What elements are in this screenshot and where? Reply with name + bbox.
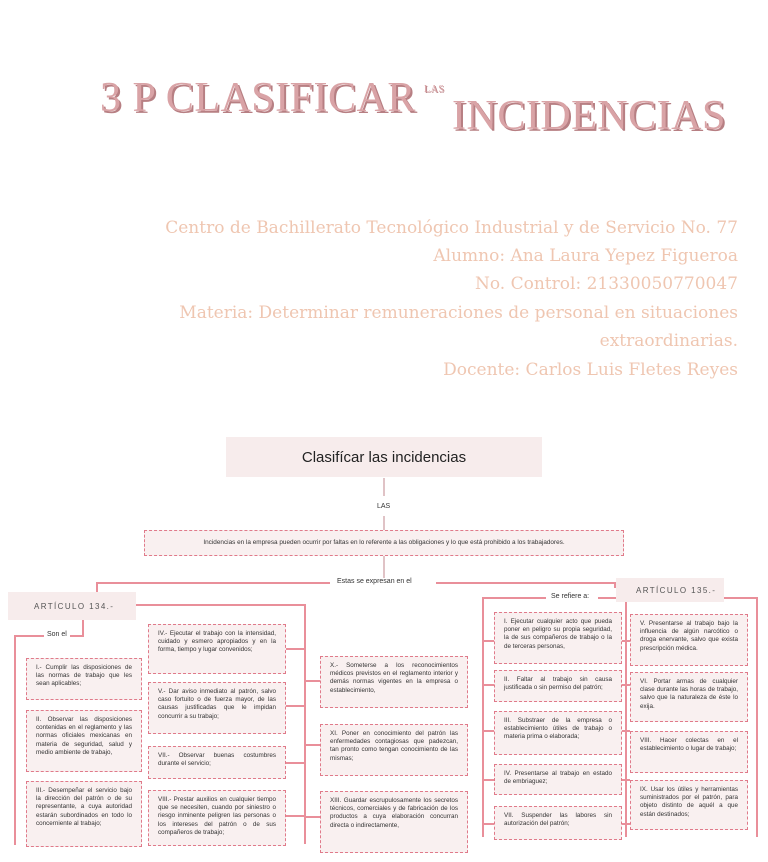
definition-box: Incidencias en la empresa pueden ocurrir por faltas en lo referente a las obligaciones y lo que está prohibido a los trabajadores. bbox=[144, 530, 624, 556]
teacher-name: Docente: Carlos Luis Fletes Reyes bbox=[443, 360, 738, 380]
school-name: Centro de Bachillerato Tecnológico Industrial y de Servicio No. 77 bbox=[165, 218, 738, 238]
label-las: LAS bbox=[374, 503, 393, 510]
art135-item-3: III. Substraer de la empresa o establecimiento útiles de trabajo o materia prima o elaborada; bbox=[494, 711, 622, 755]
art134-item-13: XIII. Guardar escrupulosamente los secretos técnicos, comerciales y de fabricación de los productos a cuya elaboración concurran directa o indirectamente, bbox=[320, 791, 468, 853]
student-name: Alumno: Ana Laura Yepez Figueroa bbox=[433, 246, 738, 266]
label-expresan: Estas se expresan en el bbox=[334, 578, 415, 585]
title-connector: LAS bbox=[424, 84, 445, 95]
article-135-header: ARTÍCULO 135.- bbox=[616, 578, 724, 602]
art135-item-9: IX. Usar los útiles y herramientas suministrados por el patrón, para objeto distinto de aquél a que están destinados; bbox=[630, 780, 748, 830]
label-refiere: Se refiere a: bbox=[548, 593, 592, 600]
art134-item-5: V.- Dar aviso inmediato al patrón, salvo caso fortuito o de fuerza mayor, de las causas justificadas que le impidan concurrir a su trabajo; bbox=[148, 682, 286, 734]
art135-item-8: VIII. Hacer colectas en el establecimiento o lugar de trabajo; bbox=[630, 731, 748, 773]
article-134-header: ARTÍCULO 134.- bbox=[8, 592, 136, 620]
label-son: Son el bbox=[44, 631, 70, 638]
art135-item-7: VII. Suspender las labores sin autorización del patrón; bbox=[494, 806, 622, 840]
art134-item-1: I.- Cumplir las disposiciones de las normas de trabajo que les sean aplicables; bbox=[26, 658, 142, 700]
art134-item-4: IV.- Ejecutar el trabajo con la intensidad, cuidado y esmero apropiados y en la forma, tiempo y lugar convenidos; bbox=[148, 624, 286, 674]
control-number: No. Control: 21330050770047 bbox=[475, 274, 738, 294]
art134-item-2: II. Observar las disposiciones contenidas en el reglamento y las normas oficiales mexicanas en materia de seguridad, salud y medio ambiente de trabajo, bbox=[26, 710, 142, 772]
subject-line-1: Materia: Determinar remuneraciones de personal en situaciones bbox=[179, 303, 738, 323]
art135-item-2: II. Faltar al trabajo sin causa justificada o sin permiso del patrón; bbox=[494, 670, 622, 702]
art135-item-5: V. Presentarse al trabajo bajo la influencia de algún narcótico o droga enervante, salvo que exista prescripción médica. bbox=[630, 614, 748, 666]
art134-item-8: VIII.- Prestar auxilios en cualquier tiempo que se necesiten, cuando por siniestro o riesgo inminente peligren las personas o los intereses del patrón o de sus compañeros de trabajo; bbox=[148, 790, 286, 846]
art134-item-3: III.- Desempeñar el servicio bajo la dirección del patrón o de su representante, a cuya autoridad estarán subordinados en todo lo concerniente al trabajo; bbox=[26, 781, 142, 847]
diagram-title: Clasifícar las incidencias bbox=[226, 437, 542, 477]
art134-item-10: X.- Someterse a los reconocimientos médicos previstos en el reglamento interior y demás normas vigentes en la empresa o establecimiento, bbox=[320, 656, 468, 708]
subject-line-2: extraordinarias. bbox=[599, 331, 738, 351]
art135-item-1: I. Ejecutar cualquier acto que pueda poner en peligro su propia seguridad, la de sus compañeros de trabajo o la de terceras personas, bbox=[494, 612, 622, 664]
title-part-1: 3 P CLASIFICAR bbox=[100, 75, 416, 121]
art134-item-7: VII.- Observar buenas costumbres durante el servicio; bbox=[148, 746, 286, 779]
art135-item-4: IV. Presentarse al trabajo en estado de embriaguez; bbox=[494, 764, 622, 795]
art134-item-11: XI. Poner en conocimiento del patrón las enfermedades contagiosas que padezcan, tan pronto como tengan conocimiento de las mismas; bbox=[320, 724, 468, 776]
art135-item-6: VI. Portar armas de cualquier clase durante las horas de trabajo, salvo que la naturaleza de éste lo exija. bbox=[630, 672, 748, 722]
title-part-2: INCIDENCIAS bbox=[452, 93, 726, 139]
